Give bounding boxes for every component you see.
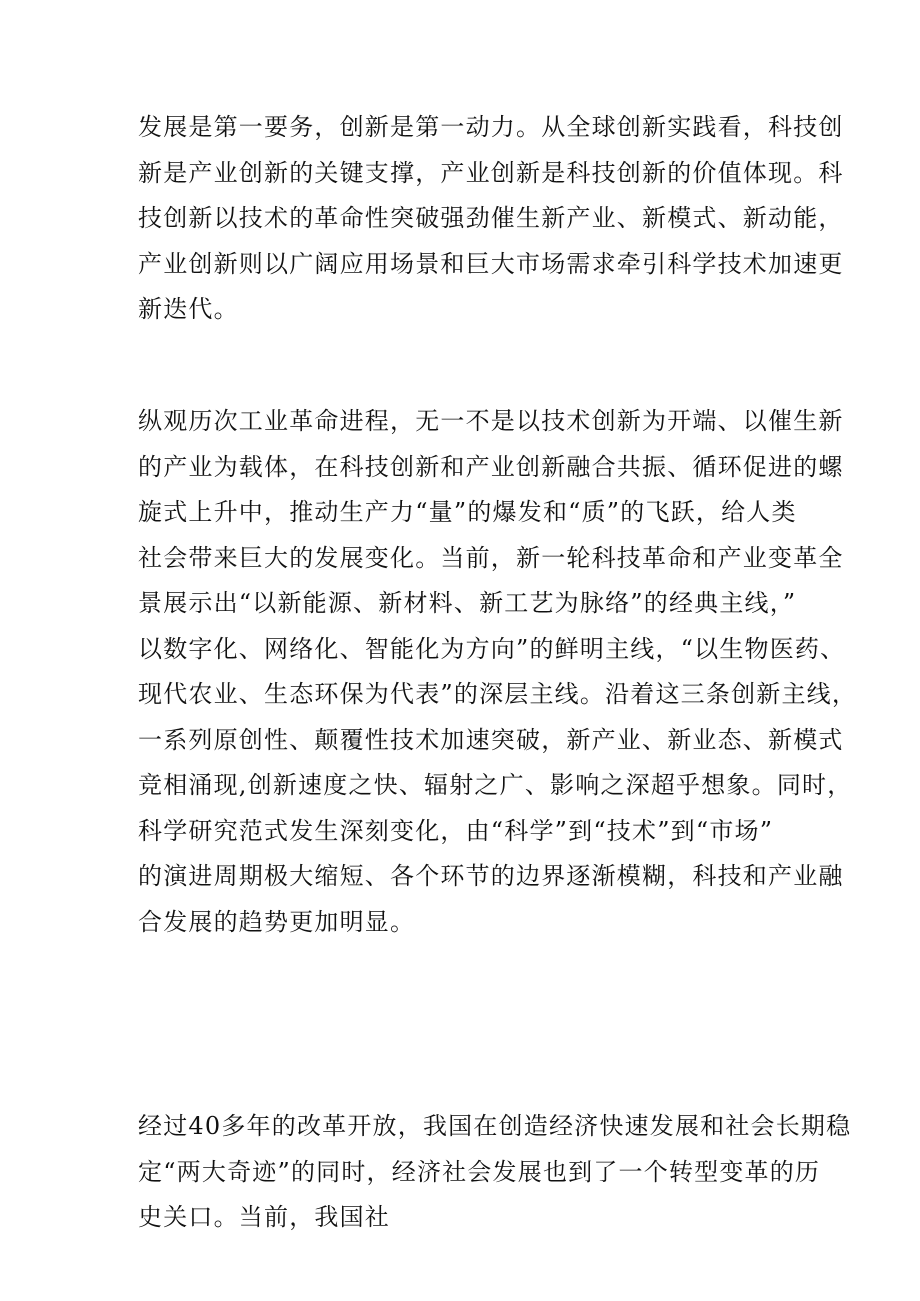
paragraph-line: 社会带来巨大的发展变化。当前，新一轮科技革命和产业变革全 xyxy=(138,543,844,572)
paragraph-line: 合发展的趋势更加明显。 xyxy=(138,907,416,936)
paragraph-line: 史关口。当前，我国社 xyxy=(138,1203,390,1231)
paragraph-3 xyxy=(138,1104,852,1241)
paragraph-line: 的演进周期极大缩短、各个环节的边界逐渐模糊，科技和产业融 xyxy=(138,862,844,890)
paragraph-line: 新是产业创新的关键支撑，产业创新是科技创新的价值体现。科 xyxy=(138,158,844,187)
paragraph-2 xyxy=(138,399,858,945)
paragraph-line: 定“两大奇迹”的同时，经济社会发展也到了一个转型变革的历 xyxy=(138,1157,821,1186)
paragraph-line: 景展示出“以新能源、新材料、新工艺为脉络”的经典主线，” xyxy=(138,589,797,617)
paragraph-line: 发展是第一要务，创新是第一动力。从全球创新实践看，科技创 xyxy=(138,113,844,141)
paragraph-line: 纵观历次工业革命进程，无一不是以技术创新为开端、以催生新 xyxy=(138,407,844,435)
paragraph-line: 技创新以技术的革命性突破强劲催生新产业、新模式、新动能， xyxy=(138,204,844,232)
paragraph-line: 科学研究范式发生深刻变化，由“科学”到“技术”到“市场” xyxy=(138,816,774,845)
paragraph-line: 新迭代。 xyxy=(138,295,239,323)
paragraph-line: 竞相涌现,创新速度之快、辐射之广、影响之深超乎想象。同时， xyxy=(138,771,853,799)
paragraph-line: 旋式上升中，推动生产力“量”的爆发和“质”的飞跃，给人类 xyxy=(138,498,797,526)
paragraph-line: 的产业为载体，在科技创新和产业创新融合共振、循环促进的螺 xyxy=(138,452,844,481)
paragraph-line: 产业创新则以广阔应用场景和巨大市场需求牵引科学技术加速更 xyxy=(138,249,844,278)
paragraph-line: 以数字化、网络化、智能化为方向”的鲜明主线，“以生物医药、 xyxy=(138,634,846,663)
paragraph-line: 现代农业、生态环保为代表”的深层主线。沿着这三条创新主线， xyxy=(138,680,858,708)
paragraph-line: 经过40多年的改革开放，我国在创造经济快速发展和社会长期稳 xyxy=(138,1112,852,1140)
paragraph-line: 一系列原创性、颠覆性技术加速突破，新产业、新业态、新模式 xyxy=(138,725,844,754)
paragraph-1 xyxy=(138,105,844,333)
